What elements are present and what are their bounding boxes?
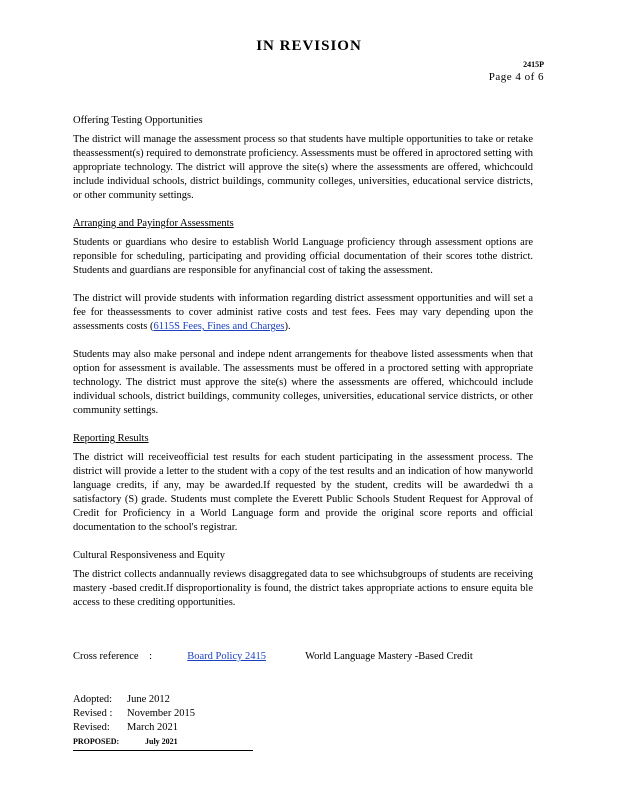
- paragraph-arranging-3: Students may also make personal and indepe ndent arrangements for theabove listed assessments when that option for assessment is available. The assessments must be offered in a proctored setting with appropriate technology. The district must approve the site(s) where the assessments are offered, whichcould include individual schools, district buildings, community colleges, universities, educational service districts, or other community settings.: [73, 349, 533, 416]
- document-body: [73, 114, 533, 624]
- adopted-row: [73, 693, 253, 707]
- cross-reference-label: Cross reference: [73, 651, 139, 662]
- revised-date-1: November 2015: [127, 708, 195, 719]
- policy-code: 2415P: [523, 60, 544, 69]
- revised-label-2: Revised:: [73, 722, 110, 733]
- paragraph-arranging-2: [73, 292, 533, 334]
- section-heading-offering: Offering Testing Opportunities: [73, 115, 203, 126]
- section-heading-arranging-text: Arranging and Payingfor Assessments: [73, 218, 234, 229]
- section-heading-arranging: [73, 217, 533, 231]
- paragraph-cultural: The district collects andannually reviews disaggregated data to see whichsubgroups of students are receiving mastery -based credit.If disproportionality is found, the district takes appropriate actions to ensure equita ble access to these crediting opportunities.: [73, 569, 533, 608]
- cross-reference-title: World Language Mastery -Based Credit: [305, 651, 473, 662]
- paragraph-arranging-2-text: The district will provide students with information regarding district assessment opportunities and will set a fee for theassessments to cover administ rative costs and test fees. Fees may vary depending upon the assessments costs (: [73, 293, 533, 332]
- page-number: Page 4 of 6: [488, 71, 544, 83]
- proposed-row: [73, 735, 253, 751]
- paragraph-arranging-1: Students or guardians who desire to establish World Language proficiency through assessment options are reponsible for scheduling, participating and providing official documentation of their scores tothe district. Students and guardians are responsible for anyfinancial cost of taking the assessment.: [73, 237, 533, 276]
- cross-reference-colon: :: [149, 651, 153, 662]
- paragraph-offering: The district will manage the assessment process so that students have multiple opportunities to take or retake theassessment(s) required to demonstrate proficiency. Assessments must be offered in aproctored setting with appropriate technology. The district will approve the site(s) where the assessments are offered, whichcould include individual schools, district buildings, community colleges, universities, educational service districts, or other community settings.: [73, 134, 533, 201]
- section-heading-reporting-text: Reporting Results: [73, 433, 149, 444]
- revised-row-2: [73, 721, 253, 735]
- adoption-history: [73, 693, 253, 751]
- revision-title: IN REVISION: [256, 38, 362, 54]
- fees-policy-link[interactable]: 6115S Fees, Fines and Charges: [153, 321, 285, 332]
- paragraph-arranging-2-end: ).: [284, 321, 291, 332]
- board-policy-link[interactable]: Board Policy 2415: [187, 651, 267, 662]
- revised-label-1: Revised :: [73, 708, 113, 719]
- section-heading-cultural: Cultural Responsiveness and Equity: [73, 550, 225, 561]
- proposed-label: PROPOSED:: [73, 737, 120, 746]
- paragraph-reporting: The district will receiveofficial test results for each student participating in the assessment process. The district will provide a letter to the student with a copy of the test results and an indication of how manyworld language credits, if any, may be awarded.If requested by the student, credits will be awardedwi th a satisfactory (S) grade. Students must complete the Everett Public Schools Student Request for Approval of Credit for Proficiency in a World Language form and provide the original score reports and official documentation to the school's registrar.: [73, 452, 533, 533]
- section-heading-reporting: [73, 432, 533, 446]
- adopted-label: Adopted:: [73, 694, 113, 705]
- cross-reference: [73, 651, 473, 662]
- revised-date-2: March 2021: [127, 722, 179, 733]
- proposed-date: July 2021: [145, 737, 178, 746]
- adopted-date: June 2012: [127, 694, 170, 705]
- revised-row-1: [73, 707, 253, 721]
